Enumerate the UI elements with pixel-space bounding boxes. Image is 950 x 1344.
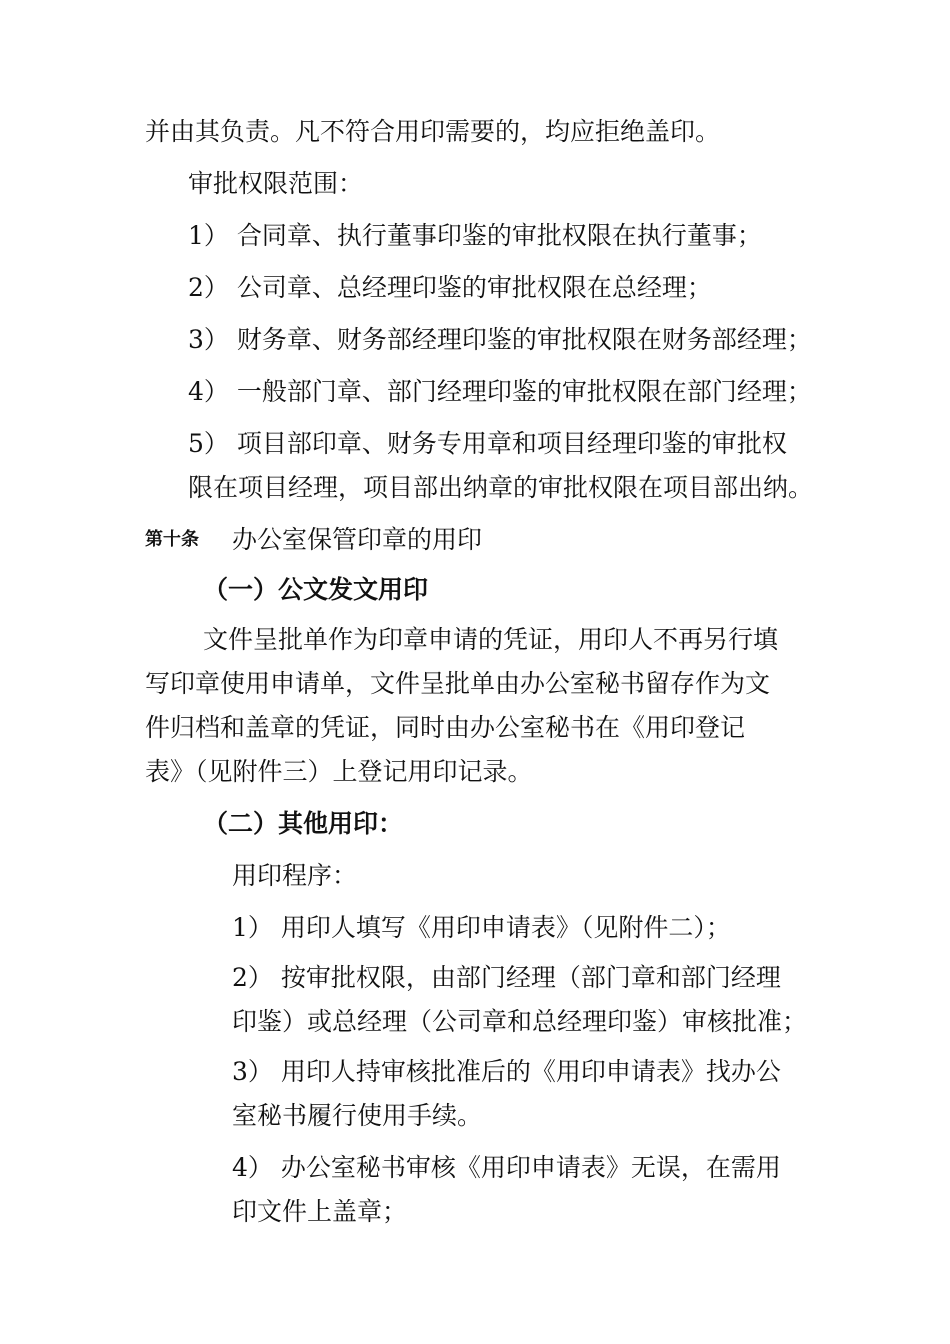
intro-line: 并由其负责。凡不符合用印需要的，均应拒绝盖印。 [145, 117, 721, 146]
procedure-step-continuation: 室秘书履行使用手续。 [232, 1101, 483, 1130]
paragraph-line: 文件呈批单作为印章申请的凭证，用印人不再另行填 [203, 625, 779, 654]
procedure-step: 2） 按审批权限，由部门经理（部门章和部门经理 [232, 963, 781, 992]
paragraph-line: 写印章使用申请单，文件呈批单由办公室秘书留存作为文 [145, 669, 771, 698]
article-title: 办公室保管印章的用印 [232, 525, 483, 554]
scope-item: 2） 公司章、总经理印鉴的审批权限在总经理； [188, 273, 712, 302]
scope-item-continuation: 限在项目经理，项目部出纳章的审批权限在项目部出纳。 [188, 473, 814, 502]
procedure-step-continuation: 印鉴）或总经理（公司章和总经理印鉴）审核批准； [232, 1007, 808, 1036]
article-label: 第十条 [145, 529, 199, 550]
scope-title: 审批权限范围： [188, 169, 364, 198]
procedure-step-continuation: 印文件上盖章； [232, 1197, 408, 1226]
procedure-step: 3） 用印人持审核批准后的《用印申请表》找办公 [232, 1057, 781, 1086]
paragraph-line: 件归档和盖章的凭证，同时由办公室秘书在《用印登记 [145, 713, 746, 742]
scope-item: 1） 合同章、执行董事印鉴的审批权限在执行董事； [188, 221, 762, 250]
section-heading: （二）其他用印： [203, 809, 404, 838]
scope-item: 4） 一般部门章、部门经理印鉴的审批权限在部门经理； [188, 377, 812, 406]
procedure-step: 1） 用印人填写《用印申请表》（见附件二）； [232, 913, 731, 942]
scope-item: 5） 项目部印章、财务专用章和项目经理印鉴的审批权 [188, 429, 787, 458]
section-heading: （一）公文发文用印 [203, 575, 429, 604]
scope-item: 3） 财务章、财务部经理印鉴的审批权限在财务部经理； [188, 325, 812, 354]
procedure-title: 用印程序： [232, 861, 358, 890]
procedure-step: 4） 办公室秘书审核《用印申请表》无误，在需用 [232, 1153, 781, 1182]
paragraph-line: 表》（见附件三）上登记用印记录。 [145, 757, 533, 786]
